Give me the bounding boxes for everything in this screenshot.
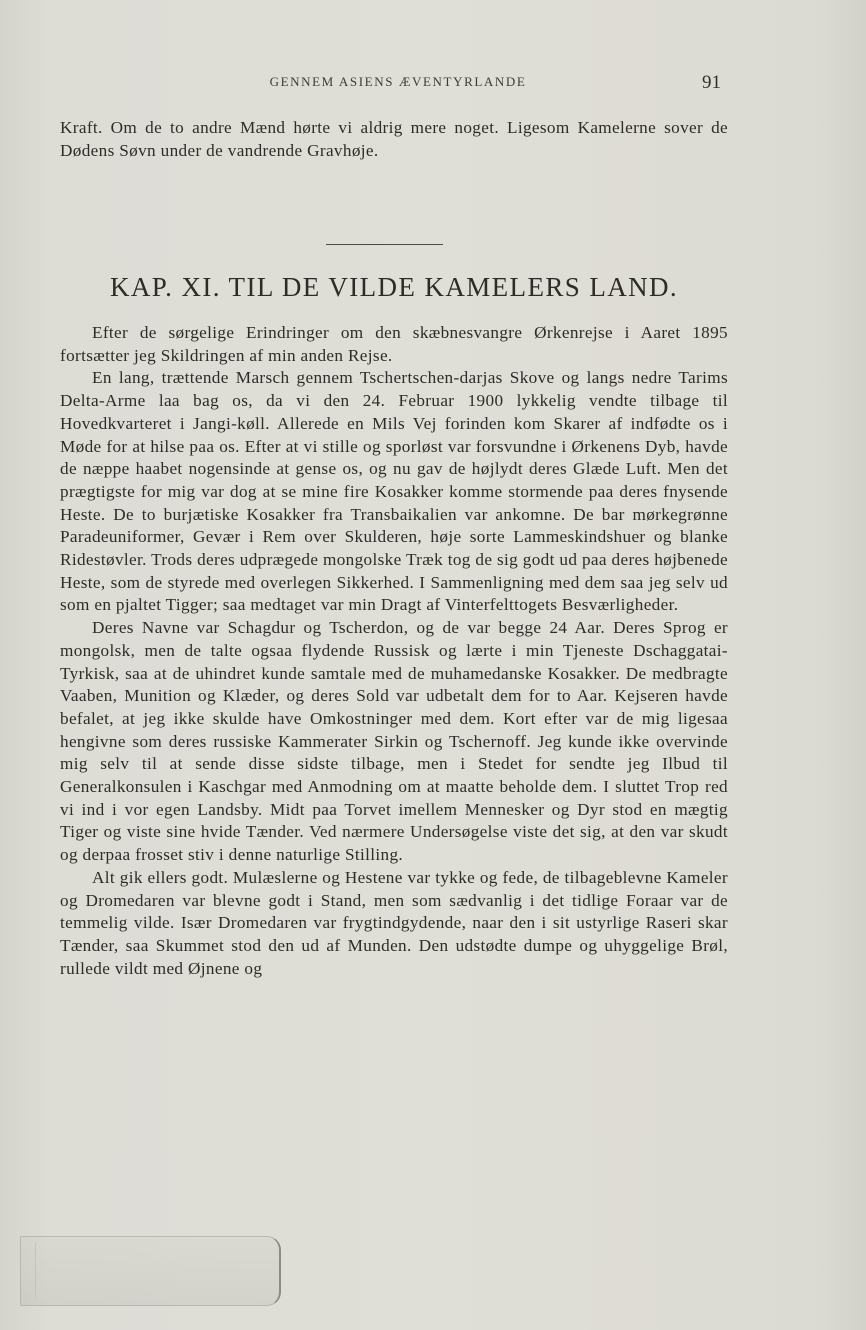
page-number: 91 xyxy=(702,72,721,93)
paragraph-3: Deres Navne var Schagdur og Tscherdon, og de var begge 24 Aar. Deres Sprog er mongolsk, men de talte ogsaa flydende Russisk og lærte i min Tjeneste Dschaggatai-Tyrkisk, saa at de uhindret kunde samtale med de muhamedanske Kosakker. De medbragte Vaaben, Munition og Klæder, og deres Sold var udbetalt dem for to Aar. Kejseren havde befalet, at jeg ikke skulde have Omkostninger med dem. Kort efter var de mig ligesaa hengivne som deres russiske Kammerater Sirkin og Tschernoff. Jeg kunde ikke overvinde mig selv til at sende disse sidste tilbage, men i Stedet for sendte jeg Ilbud til Generalkonsulen i Kaschgar med Anmodning om at maatte beholde dem. I sluttet Trop red vi ind i vor egen Landsby. Midt paa Torvet imellem Mennesker og Dyr stod en mægtig Tiger og viste sine hvide Tænder. Ved nærmere Undersøgelse viste det sig, at den var skudt og derpaa frosset stiv i denne naturlige Stilling. xyxy=(60,618,728,865)
chapter-title: KAP. XI. TIL DE VILDE KAMELERS LAND. xyxy=(109,272,679,302)
paragraph-1: Efter de sørgelige Erindringer om den skæbnesvangre Ørkenrejse i Aaret 1895 fortsætter jeg Skildringen af min anden Rejse. xyxy=(60,323,728,365)
continuation-paragraph xyxy=(60,117,728,162)
paragraph-2: En lang, trættende Marsch gennem Tschertschen-darjas Skove og langs nedre Tarims Delta-Arme laa bag os, da vi den 24. Februar 1900 lykkelig vendte tilbage til Hovedkvarteret i Jangi-køll. Allerede en Mils Vej forinden kom Skarer af indfødte os i Møde for at hilse paa os. Efter at vi stille og sporløst var forsvundne i Ørkenens Dyb, havde de næppe haabet nogensinde at gense os, og nu gav de højlydt deres Glæde Luft. Men det prægtigste for mig var dog at se mine fire Kosakker komme stormende paa deres fnysende Heste. De to burjætiske Kosakker fra Transbaikalien var ankomne. De bar mørkegrønne Paradeuniformer, Gevær i Rem over Skulderen, høje sorte Lammeskindshuer og blanke Ridestøvler. Trods deres udprægede mongolske Træk tog de sig godt ud paa deres højbenede Heste, som de styrede med overlegen Sikkerhed. I Sammenligning med dem saa jeg selv ud som en pjaltet Tigger; saa medtaget var min Dragt af Vinterfelttogets Besværligheder. xyxy=(60,368,728,615)
paragraph-4: Alt gik ellers godt. Mulæslerne og Hestene var tykke og fede, de tilbageblevne Kameler og Dromedaren var blevne godt i Stand, men som sædvanlig i det tidlige Foraar var de temmelig vilde. Især Dromedaren var frygtindgydende, naar den i sit ustyrlige Raseri skar Tænder, saa Skummet stod den ud af Munden. Den udstødte dumpe og uhyggelige Brøl, rullede vildt med Øjnene og xyxy=(60,867,728,978)
chapter-body xyxy=(60,322,728,980)
continuation-text: Kraft. Om de to andre Mænd hørte vi aldrig mere noget. Ligesom Kamelerne sover de Dødens Søvn under de vandrende Gravhøje. xyxy=(60,118,728,160)
section-divider xyxy=(326,244,443,245)
library-label-stamp xyxy=(20,1236,281,1306)
running-head: GENNEM ASIENS ÆVENTYRLANDE xyxy=(269,74,527,89)
